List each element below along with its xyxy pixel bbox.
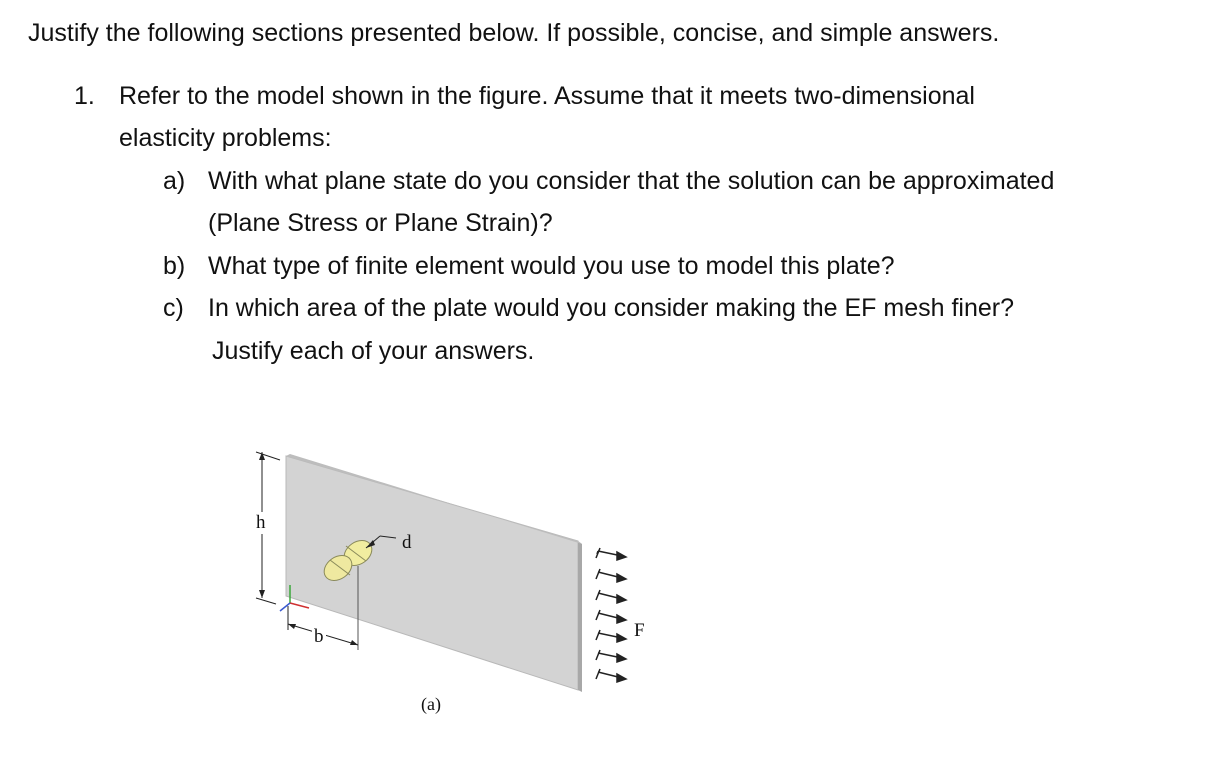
subquestion-c-line2: Justify each of your answers. xyxy=(212,337,535,365)
label-F: F xyxy=(634,620,645,641)
label-d: d xyxy=(402,532,412,553)
question-text-line1: Refer to the model shown in the figure. Assume that it meets two-dimensional xyxy=(119,82,975,110)
question-number: 1. xyxy=(74,82,95,110)
force-arrows xyxy=(596,548,626,682)
subquestion-a-line2: (Plane Stress or Plane Strain)? xyxy=(208,209,553,237)
plate-figure xyxy=(240,440,660,730)
subquestion-b-marker: b) xyxy=(163,252,186,280)
subquestion-a-marker: a) xyxy=(163,167,186,195)
intro-text: Justify the following sections presented below. If possible, concise, and simple answers. xyxy=(28,19,1000,47)
label-b: b xyxy=(314,626,324,647)
subquestion-c-line1: In which area of the plate would you consider making the EF mesh finer? xyxy=(208,294,1014,322)
question-text-line2: elasticity problems: xyxy=(119,124,332,152)
label-h: h xyxy=(256,512,266,533)
subquestion-c-marker: c) xyxy=(163,294,184,322)
subquestion-b-line1: What type of finite element would you use to model this plate? xyxy=(208,252,895,280)
plate-edge-right xyxy=(578,541,582,692)
subquestion-a-line1: With what plane state do you consider that the solution can be approximated xyxy=(208,167,1055,195)
figure-caption: (a) xyxy=(421,694,441,714)
